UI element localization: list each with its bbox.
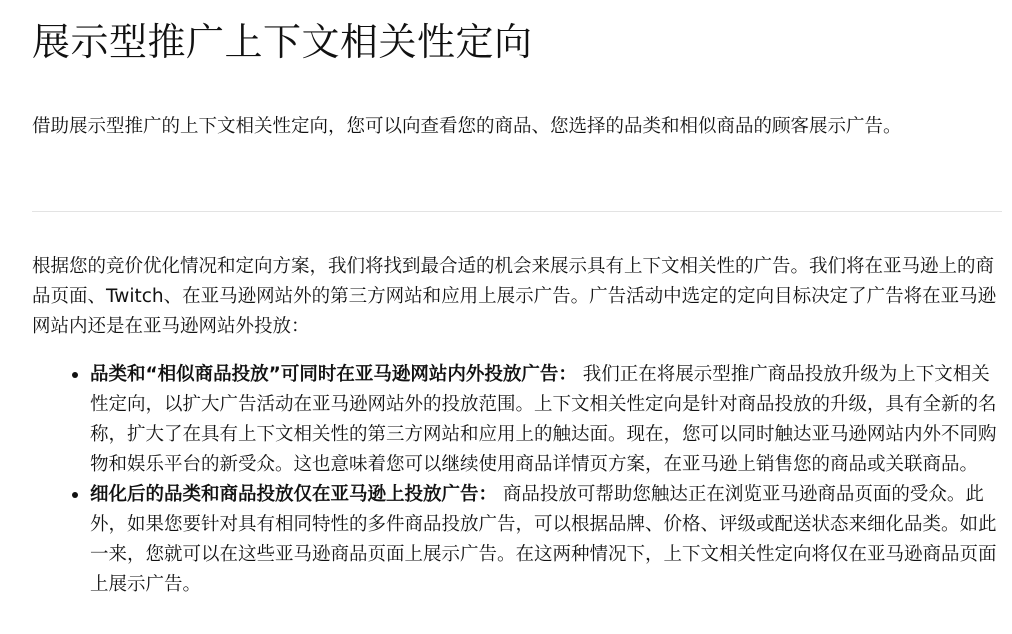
body-paragraph: 根据您的竞价优化情况和定向方案，我们将找到最合适的机会来展示具有上下文相关性的广告。我们将在亚马逊上的商品页面、Twitch、在亚马逊网站外的第三方网站和应用上展示广告。广告活动中选定的定向目标决定了广告将在亚马逊网站内还是在亚马逊网站外投放： [32,256,997,337]
intro-paragraph: 借助展示型推广的上下文相关性定向，您可以向查看您的商品、您选择的品类和相似商品的顾客展示广告。 [32,116,902,137]
bullet-item-categories-similar [90,360,1002,480]
bullet-text: 我们正在将展示型推广商品投放升级为上下文相关性定向，以扩大广告活动在亚马逊网站外的投放范围。上下文相关性定向是针对商品投放的升级，具有全新的名称，扩大了在具有上下文相关性的第三方网站和应用上的触达面。现在，您可以同时触达亚马逊网站内外不同购物和娱乐平台的新受众。这也意味着您可以继续使用商品详情页方案，在亚马逊上销售您的商品或关联商品。 [90,364,997,475]
section-divider [32,211,1002,212]
bullet-heading: 细化后的品类和商品投放仅在亚马逊上投放广告： [90,484,498,505]
bullet-text: 商品投放可帮助您触达正在浏览亚马逊商品页面的受众。此外，如果您要针对具有相同特性的多件商品投放广告，可以根据品牌、价格、评级或配送状态来细化品类。如此一来，您就可以在这些亚马逊商品页面上展示广告。在这两种情况下，上下文相关性定向将仅在亚马逊商品页面上展示广告。 [90,484,997,595]
page-title: 展示型推广上下文相关性定向 [32,20,533,64]
bullet-item-refined-categories [90,480,1002,600]
bullet-heading: 品类和“相似商品投放”可同时在亚马逊网站内外投放广告： [90,364,577,385]
bullet-list [32,360,1002,600]
